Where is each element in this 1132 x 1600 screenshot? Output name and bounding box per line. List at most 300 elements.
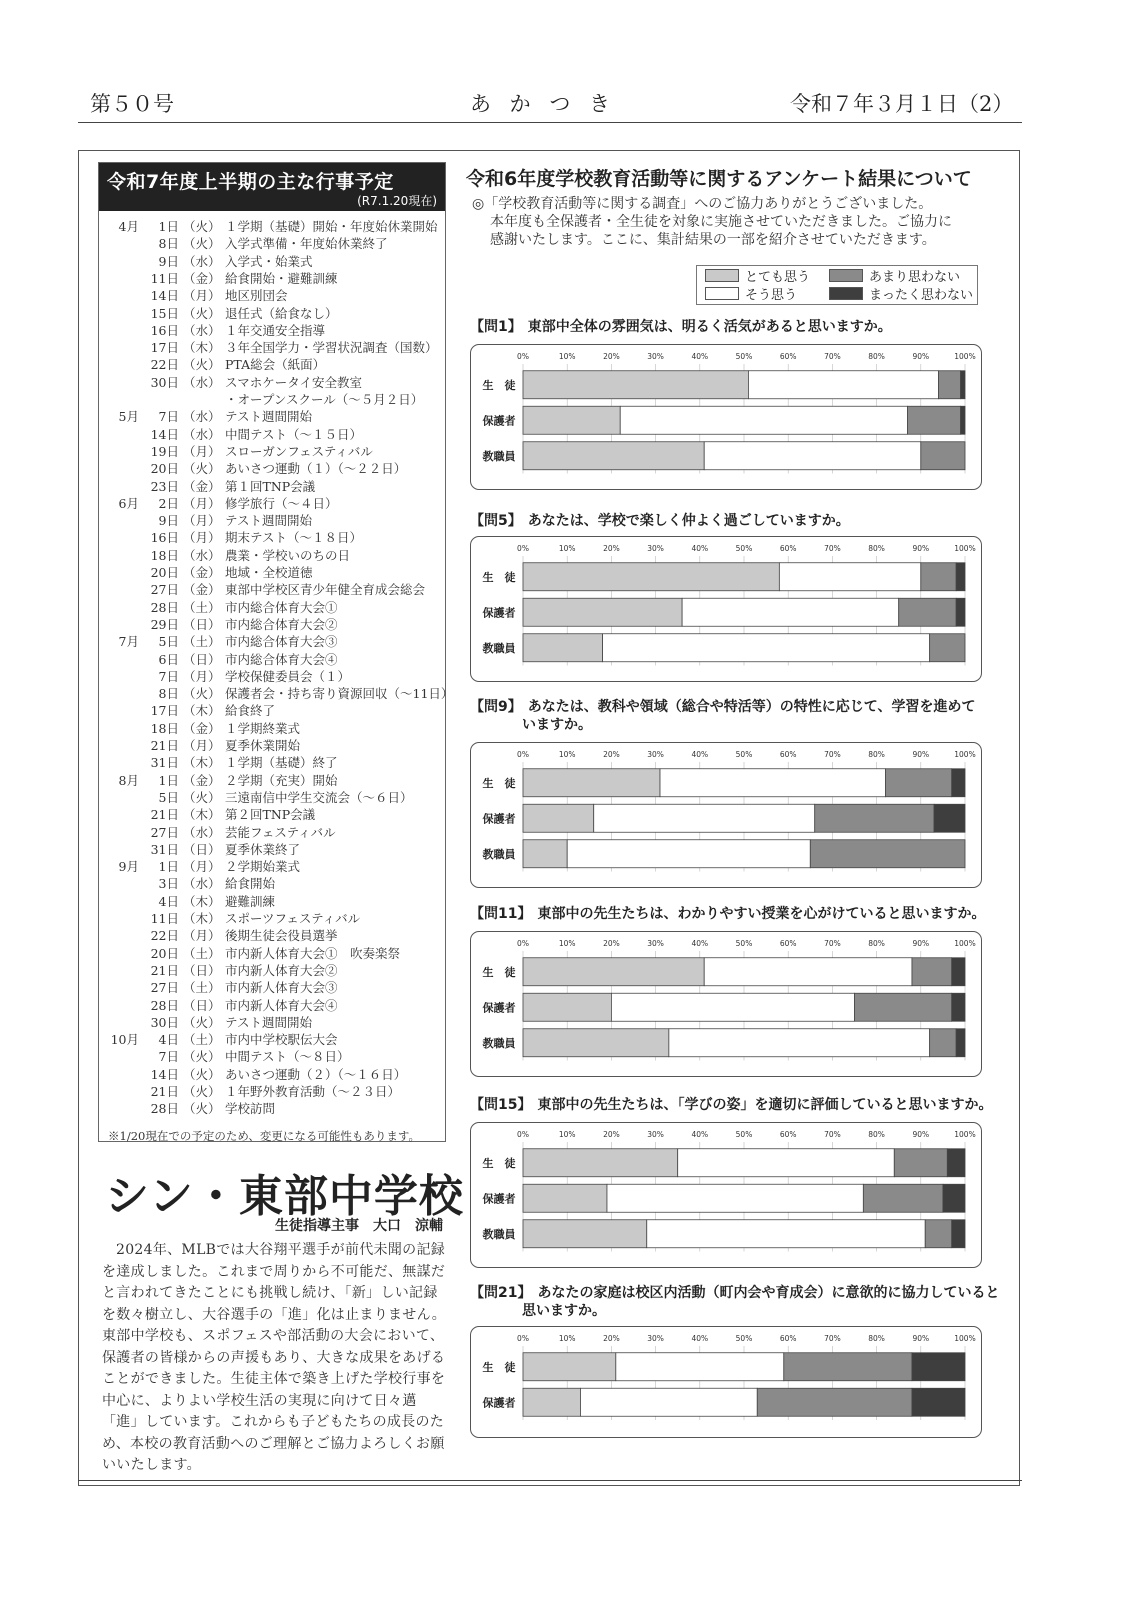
bar-segment (956, 1029, 965, 1057)
schedule-event: テスト週間開始 (225, 513, 313, 529)
stacked-bar-chart (471, 537, 983, 683)
x-tick-label: 90% (912, 544, 930, 553)
schedule-title: 令和7年度上半期の主な行事予定 (107, 171, 394, 193)
bar-segment (784, 1353, 912, 1381)
schedule-event: 農業・学校いのちの日 (225, 547, 351, 563)
x-tick-label: 80% (868, 939, 885, 948)
bar-segment (523, 1029, 669, 1057)
x-tick-label: 40% (691, 1334, 709, 1343)
schedule-day: 1日 (158, 772, 179, 788)
schedule-event: 第１回TNP会議 (225, 478, 316, 494)
schedule-weekday: （月） (183, 495, 221, 511)
schedule-day: 21日 (150, 962, 179, 978)
schedule-event: １年交通安全指導 (225, 322, 326, 338)
schedule-day: 7日 (158, 1049, 179, 1065)
legend-label: そう思う (745, 288, 798, 303)
schedule-day: 22日 (150, 928, 179, 944)
chart-panel (470, 1326, 982, 1438)
schedule-as-of: (R7.1.20現在) (357, 194, 437, 208)
category-label: 生 徒 (482, 965, 516, 979)
schedule-weekday: （火） (183, 1049, 221, 1065)
x-tick-label: 40% (691, 1130, 709, 1139)
category-label: 教職員 (482, 847, 516, 861)
schedule-event: 入学式・始業式 (225, 253, 313, 269)
category-label: 教職員 (482, 1036, 516, 1050)
schedule-weekday: （火） (183, 1014, 221, 1030)
schedule-day: 19日 (150, 443, 179, 459)
schedule-event: ２学期始業式 (225, 859, 301, 875)
bar-segment (523, 1353, 616, 1381)
stacked-bar-chart (471, 932, 983, 1078)
x-tick-label: 0% (517, 544, 529, 553)
schedule-event: 期末テスト（～１８日） (225, 530, 363, 546)
survey-intro (472, 195, 992, 249)
schedule-day: 14日 (150, 1066, 179, 1082)
schedule-weekday: （土） (183, 980, 221, 996)
schedule-day: 8日 (158, 686, 179, 702)
bar-segment (620, 406, 907, 434)
schedule-day: 14日 (150, 426, 179, 442)
schedule-weekday: （土） (183, 1032, 221, 1048)
schedule-weekday: （金） (183, 582, 221, 598)
x-tick-label: 20% (603, 1130, 620, 1139)
x-tick-label: 50% (735, 352, 753, 361)
schedule-event: 市内新人体育大会③ (225, 980, 338, 996)
schedule-day: 27日 (150, 582, 179, 598)
schedule-day: 28日 (150, 1101, 179, 1117)
schedule-weekday: （土） (183, 599, 221, 615)
schedule-weekday: （金） (183, 772, 221, 788)
legend-swatch (705, 287, 739, 300)
schedule-day: 27日 (150, 824, 179, 840)
x-tick-label: 20% (603, 352, 620, 361)
category-label: 生 徒 (482, 378, 516, 392)
schedule-weekday: （金） (183, 720, 221, 736)
bar-segment (894, 1149, 947, 1177)
question-text: 東部中全体の雰囲気は、明るく活気があると思いますか。 (527, 319, 892, 335)
x-tick-label: 60% (779, 1130, 797, 1139)
schedule-weekday: （木） (183, 755, 221, 771)
bar-segment (956, 563, 965, 591)
survey-title: 令和6年度学校教育活動等に関するアンケート結果について (466, 168, 972, 190)
legend-swatch (829, 287, 863, 300)
chart-panel (470, 1122, 982, 1268)
schedule-weekday: （木） (183, 911, 221, 926)
question-text: あなたの家庭は校区内活動（町内会や育成会）に意欲的に協力していると (537, 1285, 1000, 1301)
x-tick-label: 50% (735, 939, 753, 948)
bar-segment (682, 598, 899, 626)
schedule-day: 5日 (158, 634, 179, 650)
x-tick-label: 60% (779, 750, 797, 759)
x-tick-label: 50% (735, 1130, 753, 1139)
bar-segment (810, 840, 965, 868)
stacked-bar-chart (471, 1327, 983, 1439)
x-tick-label: 60% (779, 1334, 797, 1343)
x-tick-label: 100% (954, 939, 976, 948)
schedule-weekday: （月） (183, 668, 221, 684)
x-tick-label: 30% (647, 1334, 664, 1343)
schedule-weekday: （火） (183, 236, 221, 252)
schedule-event: 修学旅行（～４日） (225, 495, 338, 511)
bar-segment (523, 1220, 647, 1248)
x-tick-label: 100% (954, 544, 976, 553)
category-label: 保護者 (482, 812, 516, 826)
schedule-event: 市内中学校駅伝大会 (225, 1032, 338, 1048)
schedule-event: 市内総合体育大会② (225, 616, 338, 632)
schedule-day: 22日 (150, 357, 179, 373)
x-tick-label: 30% (647, 1130, 664, 1139)
category-label: 保護者 (482, 1396, 516, 1410)
question-text: 東部中の先生たちは、「学びの姿」を適切に評価していると思いますか。 (537, 1097, 993, 1113)
survey-intro-line: 感謝いたします。ここに、集計結果の一部を紹介させていただきます。 (490, 232, 936, 248)
schedule-event: 三遠南信中学生交流会（～６日） (225, 789, 413, 805)
bar-segment (678, 1149, 895, 1177)
x-tick-label: 0% (517, 352, 529, 361)
schedule-day: 16日 (150, 530, 179, 546)
schedule-event: 夏季休業終了 (225, 841, 301, 857)
legend-swatch (829, 269, 863, 282)
bar-segment (912, 958, 952, 986)
x-tick-label: 90% (912, 1130, 930, 1139)
bar-segment (943, 1184, 965, 1212)
schedule-weekday: （水） (183, 322, 221, 338)
schedule-event: あいさつ運動（１）（～２２日） (225, 461, 407, 477)
schedule-month: 8月 (118, 772, 139, 788)
schedule-weekday: （水） (183, 253, 221, 269)
x-tick-label: 90% (912, 1334, 930, 1343)
schedule-month: 6月 (118, 495, 139, 511)
schedule-day: 11日 (150, 270, 179, 286)
x-tick-label: 40% (691, 750, 709, 759)
schedule-day: 4日 (158, 893, 179, 909)
bar-segment (956, 598, 965, 626)
x-tick-label: 80% (868, 1334, 885, 1343)
bar-segment (523, 442, 704, 470)
bar-segment (961, 371, 965, 399)
schedule-day: 23日 (150, 478, 179, 494)
x-tick-label: 0% (517, 1130, 529, 1139)
schedule-weekday: （月） (183, 738, 221, 753)
schedule-event: 中間テスト（～８日） (225, 1049, 350, 1065)
legend-label: あまり思わない (869, 270, 961, 285)
x-tick-label: 90% (912, 352, 930, 361)
x-tick-label: 80% (868, 1130, 885, 1139)
bar-segment (757, 1388, 912, 1416)
schedule-event: スローガンフェスティバル (225, 443, 373, 459)
footer-rule (78, 1480, 1022, 1481)
schedule-event: １学期（基礎）開始・年度始休業開始 (225, 219, 438, 234)
schedule-day: 3日 (158, 876, 179, 892)
x-tick-label: 100% (954, 1130, 976, 1139)
schedule-weekday: （日） (183, 841, 221, 857)
x-tick-label: 0% (517, 1334, 529, 1343)
schedule-day: 18日 (150, 720, 179, 736)
schedule-note: ※1/20現在での予定のため、変更になる可能性もあります。 (108, 1129, 420, 1143)
schedule-day: 27日 (150, 980, 179, 996)
x-tick-label: 70% (824, 750, 841, 759)
bar-segment (885, 769, 951, 797)
x-tick-label: 10% (558, 750, 576, 759)
schedule-day: 14日 (150, 288, 179, 304)
x-tick-label: 70% (824, 352, 841, 361)
bar-segment (523, 958, 704, 986)
bar-segment (580, 1388, 757, 1416)
schedule-weekday: （土） (183, 634, 221, 650)
schedule-weekday: （金） (183, 478, 221, 494)
x-tick-label: 10% (558, 544, 576, 553)
category-label: 保護者 (482, 1001, 516, 1015)
question-text-cont: いますか。 (522, 717, 592, 733)
schedule-day: 6日 (158, 651, 179, 667)
schedule-weekday: （月） (183, 859, 221, 875)
chart-legend (696, 265, 978, 305)
bar-segment (704, 442, 921, 470)
schedule-event: 保護者会・持ち寄り資源回収（～11日） (225, 686, 454, 702)
x-tick-label: 30% (647, 939, 664, 948)
x-tick-label: 90% (912, 939, 930, 948)
issue-number: 第５０号 (90, 92, 174, 116)
schedule-day: 18日 (150, 547, 179, 563)
schedule-day: 16日 (150, 322, 179, 338)
schedule-weekday: （月） (183, 928, 221, 944)
schedule-month: 10月 (110, 1032, 139, 1048)
x-tick-label: 10% (558, 352, 576, 361)
schedule-event: 中間テスト（～１５日） (225, 426, 363, 442)
question-title (470, 1284, 1010, 1320)
schedule-event: １年野外教育活動（～２３日） (225, 1084, 401, 1099)
bar-segment (523, 371, 748, 399)
question-title (470, 698, 1010, 734)
bar-segment (930, 1029, 957, 1057)
question-number: 【問21】 (470, 1285, 532, 1301)
bar-segment (952, 958, 965, 986)
x-tick-label: 30% (647, 352, 664, 361)
question-text: あなたは、教科や領域（総合や特活等）の特性に応じて、学習を進めて (527, 699, 976, 715)
schedule-event: ３年全国学力・学習状況調査（国数） (225, 340, 438, 356)
schedule-day: 2日 (158, 495, 179, 511)
schedule-day: 1日 (158, 859, 179, 875)
bar-segment (523, 563, 779, 591)
bar-segment (647, 1220, 925, 1248)
chart-panel (470, 536, 982, 682)
bar-segment (947, 1149, 965, 1177)
schedule-weekday: （金） (183, 270, 221, 286)
schedule-event: 夏季休業開始 (225, 738, 301, 753)
bar-segment (815, 804, 934, 832)
schedule-day: 17日 (150, 703, 179, 719)
question-text-cont: 思いますか。 (522, 1303, 606, 1319)
schedule-weekday: （水） (183, 374, 221, 390)
legend-item (705, 269, 810, 285)
schedule-day: 20日 (150, 945, 179, 961)
issue-date: 令和７年３月１日（2） (790, 92, 1014, 116)
bar-segment (921, 442, 965, 470)
schedule-event: 学校訪問 (225, 1101, 276, 1117)
bar-segment (779, 563, 920, 591)
schedule-event: 学校保健委員会（１） (225, 668, 351, 684)
x-tick-label: 10% (558, 1130, 576, 1139)
schedule-weekday: （金） (183, 565, 221, 580)
x-tick-label: 60% (779, 939, 797, 948)
schedule-month: 7月 (118, 634, 139, 650)
question-title (470, 905, 1010, 923)
bar-segment (523, 1388, 580, 1416)
legend-label: とても思う (745, 270, 811, 285)
schedule-weekday: （火） (183, 1066, 221, 1082)
x-tick-label: 20% (603, 939, 620, 948)
bar-segment (603, 634, 930, 662)
x-tick-label: 80% (868, 544, 885, 553)
x-tick-label: 0% (517, 750, 529, 759)
schedule-event: 地域・全校道徳 (225, 565, 313, 580)
schedule-event: 入学式準備・年度始休業終了 (225, 236, 388, 252)
schedule-event: 給食終了 (225, 703, 276, 719)
schedule-day: 31日 (150, 841, 179, 857)
schedule-weekday: （土） (183, 945, 221, 961)
schedule-day: 15日 (150, 305, 179, 321)
x-tick-label: 70% (824, 1130, 841, 1139)
schedule-event: 市内総合体育大会③ (225, 634, 338, 650)
schedule-header (99, 163, 445, 211)
x-tick-label: 10% (558, 939, 576, 948)
category-label: 教職員 (482, 449, 516, 463)
schedule-weekday: （水） (183, 824, 221, 840)
question-title (470, 318, 1010, 336)
schedule-weekday: （木） (183, 703, 221, 719)
bar-segment (594, 804, 815, 832)
bar-segment (748, 371, 938, 399)
schedule-event: 市内総合体育大会① (225, 599, 338, 615)
column-body: 2024年、MLBでは大谷翔平選手が前代未聞の記録を達成しました。これまで周りから不可能だ、無謀だと言われてきたことにも挑戦し続け、「新」しい記録を数々樹立し、大谷選手の「進」化は止まりません。東部中学校も、スポフェスや部活動の大会において、保護者の皆様からの声援もあり、大きな成果をあげることができました。生徒主体で築き上げた学校行事を中心に、よりよい学校生活の実現に向けて日々邁「進」しています。これからも子どもたちの成長のため、本校の教育活動へのご理解とご協力よろしくお願いいたします。 (102, 1242, 447, 1473)
schedule-weekday: （月） (183, 443, 221, 459)
bar-segment (961, 406, 965, 434)
schedule-weekday: （木） (183, 807, 221, 823)
stacked-bar-chart (471, 345, 983, 491)
bar-segment (669, 1029, 930, 1057)
x-tick-label: 90% (912, 750, 930, 759)
question-text: あなたは、学校で楽しく仲よく過ごしていますか。 (527, 513, 850, 529)
column-title: シン・東部中学校 (105, 1171, 464, 1222)
schedule-event: ・オープンスクール（～５月２日） (225, 392, 424, 407)
bar-segment (611, 993, 854, 1021)
x-tick-label: 80% (868, 352, 885, 361)
bar-segment (938, 371, 960, 399)
category-label: 教職員 (482, 1227, 516, 1241)
legend-swatch (705, 269, 739, 282)
x-tick-label: 80% (868, 750, 885, 759)
schedule-month: 5月 (118, 409, 139, 425)
schedule-weekday: （火） (183, 357, 221, 373)
x-tick-label: 70% (824, 1334, 841, 1343)
bar-segment (523, 993, 611, 1021)
schedule-weekday: （日） (183, 962, 221, 978)
stacked-bar-chart (471, 1123, 983, 1269)
schedule-event: 第２回TNP会議 (225, 807, 316, 823)
question-number: 【問11】 (470, 906, 532, 922)
stacked-bar-chart (471, 743, 983, 889)
survey-intro-line: ◎「学校教育活動等に関する調査」へのご協力ありがとうございました。 (472, 196, 933, 212)
schedule-weekday: （日） (183, 616, 221, 632)
schedule-event: 市内総合体育大会④ (225, 651, 338, 667)
schedule-day: 17日 (150, 340, 179, 356)
schedule-event: テスト週間開始 (225, 1014, 313, 1030)
legend-item (829, 269, 960, 285)
x-tick-label: 60% (779, 544, 797, 553)
bar-segment (952, 1220, 965, 1248)
schedule-day: 30日 (150, 1014, 179, 1030)
x-tick-label: 30% (647, 750, 664, 759)
schedule-day: 20日 (150, 565, 179, 580)
bar-segment (912, 1388, 965, 1416)
x-tick-label: 20% (603, 750, 620, 759)
schedule-day: 7日 (158, 409, 179, 425)
x-tick-label: 30% (647, 544, 664, 553)
bar-segment (523, 406, 620, 434)
schedule-weekday: （水） (183, 876, 221, 892)
schedule-day: 1日 (158, 219, 179, 234)
question-text: 東部中の先生たちは、わかりやすい授業を心がけていると思いますか。 (537, 906, 986, 922)
schedule-weekday: （月） (183, 513, 221, 529)
category-label: 教職員 (482, 641, 516, 655)
schedule-weekday: （火） (183, 686, 221, 702)
bar-segment (863, 1184, 943, 1212)
schedule-weekday: （月） (183, 288, 221, 304)
schedule-event: スポーツフェスティバル (225, 911, 361, 926)
bar-segment (855, 993, 952, 1021)
schedule-event: １学期終業式 (225, 720, 301, 736)
schedule-event: １学期（基礎）終了 (225, 755, 338, 771)
schedule-event: スマホケータイ安全教室 (225, 374, 363, 390)
bar-segment (607, 1184, 863, 1212)
category-label: 保護者 (482, 606, 516, 620)
x-tick-label: 0% (517, 939, 529, 948)
schedule-weekday: （月） (183, 530, 221, 546)
schedule-weekday: （木） (183, 893, 221, 909)
schedule-month: 4月 (118, 219, 139, 234)
x-tick-label: 50% (735, 544, 753, 553)
schedule-event: 後期生徒会役員選挙 (225, 928, 338, 944)
question-number: 【問1】 (470, 319, 522, 335)
bar-segment (523, 769, 660, 797)
question-number: 【問5】 (470, 513, 522, 529)
schedule-event: 東部中学校区青少年健全育成会総会 (225, 582, 426, 598)
x-tick-label: 20% (603, 1334, 620, 1343)
x-tick-label: 10% (558, 1334, 576, 1343)
schedule-weekday: （火） (183, 219, 221, 234)
schedule-day: 4日 (158, 1032, 179, 1048)
schedule-day: 8日 (158, 236, 179, 252)
bar-segment (934, 804, 965, 832)
bar-segment (925, 1220, 952, 1248)
schedule-weekday: （火） (183, 461, 221, 477)
schedule-event: 市内新人体育大会④ (225, 997, 338, 1013)
schedule-event: 避難訓練 (225, 893, 276, 909)
schedule-weekday: （火） (183, 305, 221, 321)
schedule-event: あいさつ運動（２）（～１６日） (225, 1066, 407, 1082)
bar-segment (921, 563, 956, 591)
bar-segment (567, 840, 810, 868)
bar-segment (952, 993, 965, 1021)
paper-name: あ か つ き (470, 92, 617, 116)
schedule-event: 給食開始 (225, 876, 276, 892)
bar-segment (523, 634, 603, 662)
x-tick-label: 50% (735, 750, 753, 759)
column-byline: 生徒指導主事 大口 涼輔 (275, 1218, 443, 1234)
schedule-day: 5日 (158, 789, 179, 805)
legend-item (705, 287, 797, 303)
x-tick-label: 70% (824, 544, 841, 553)
schedule-weekday: （木） (183, 340, 221, 356)
